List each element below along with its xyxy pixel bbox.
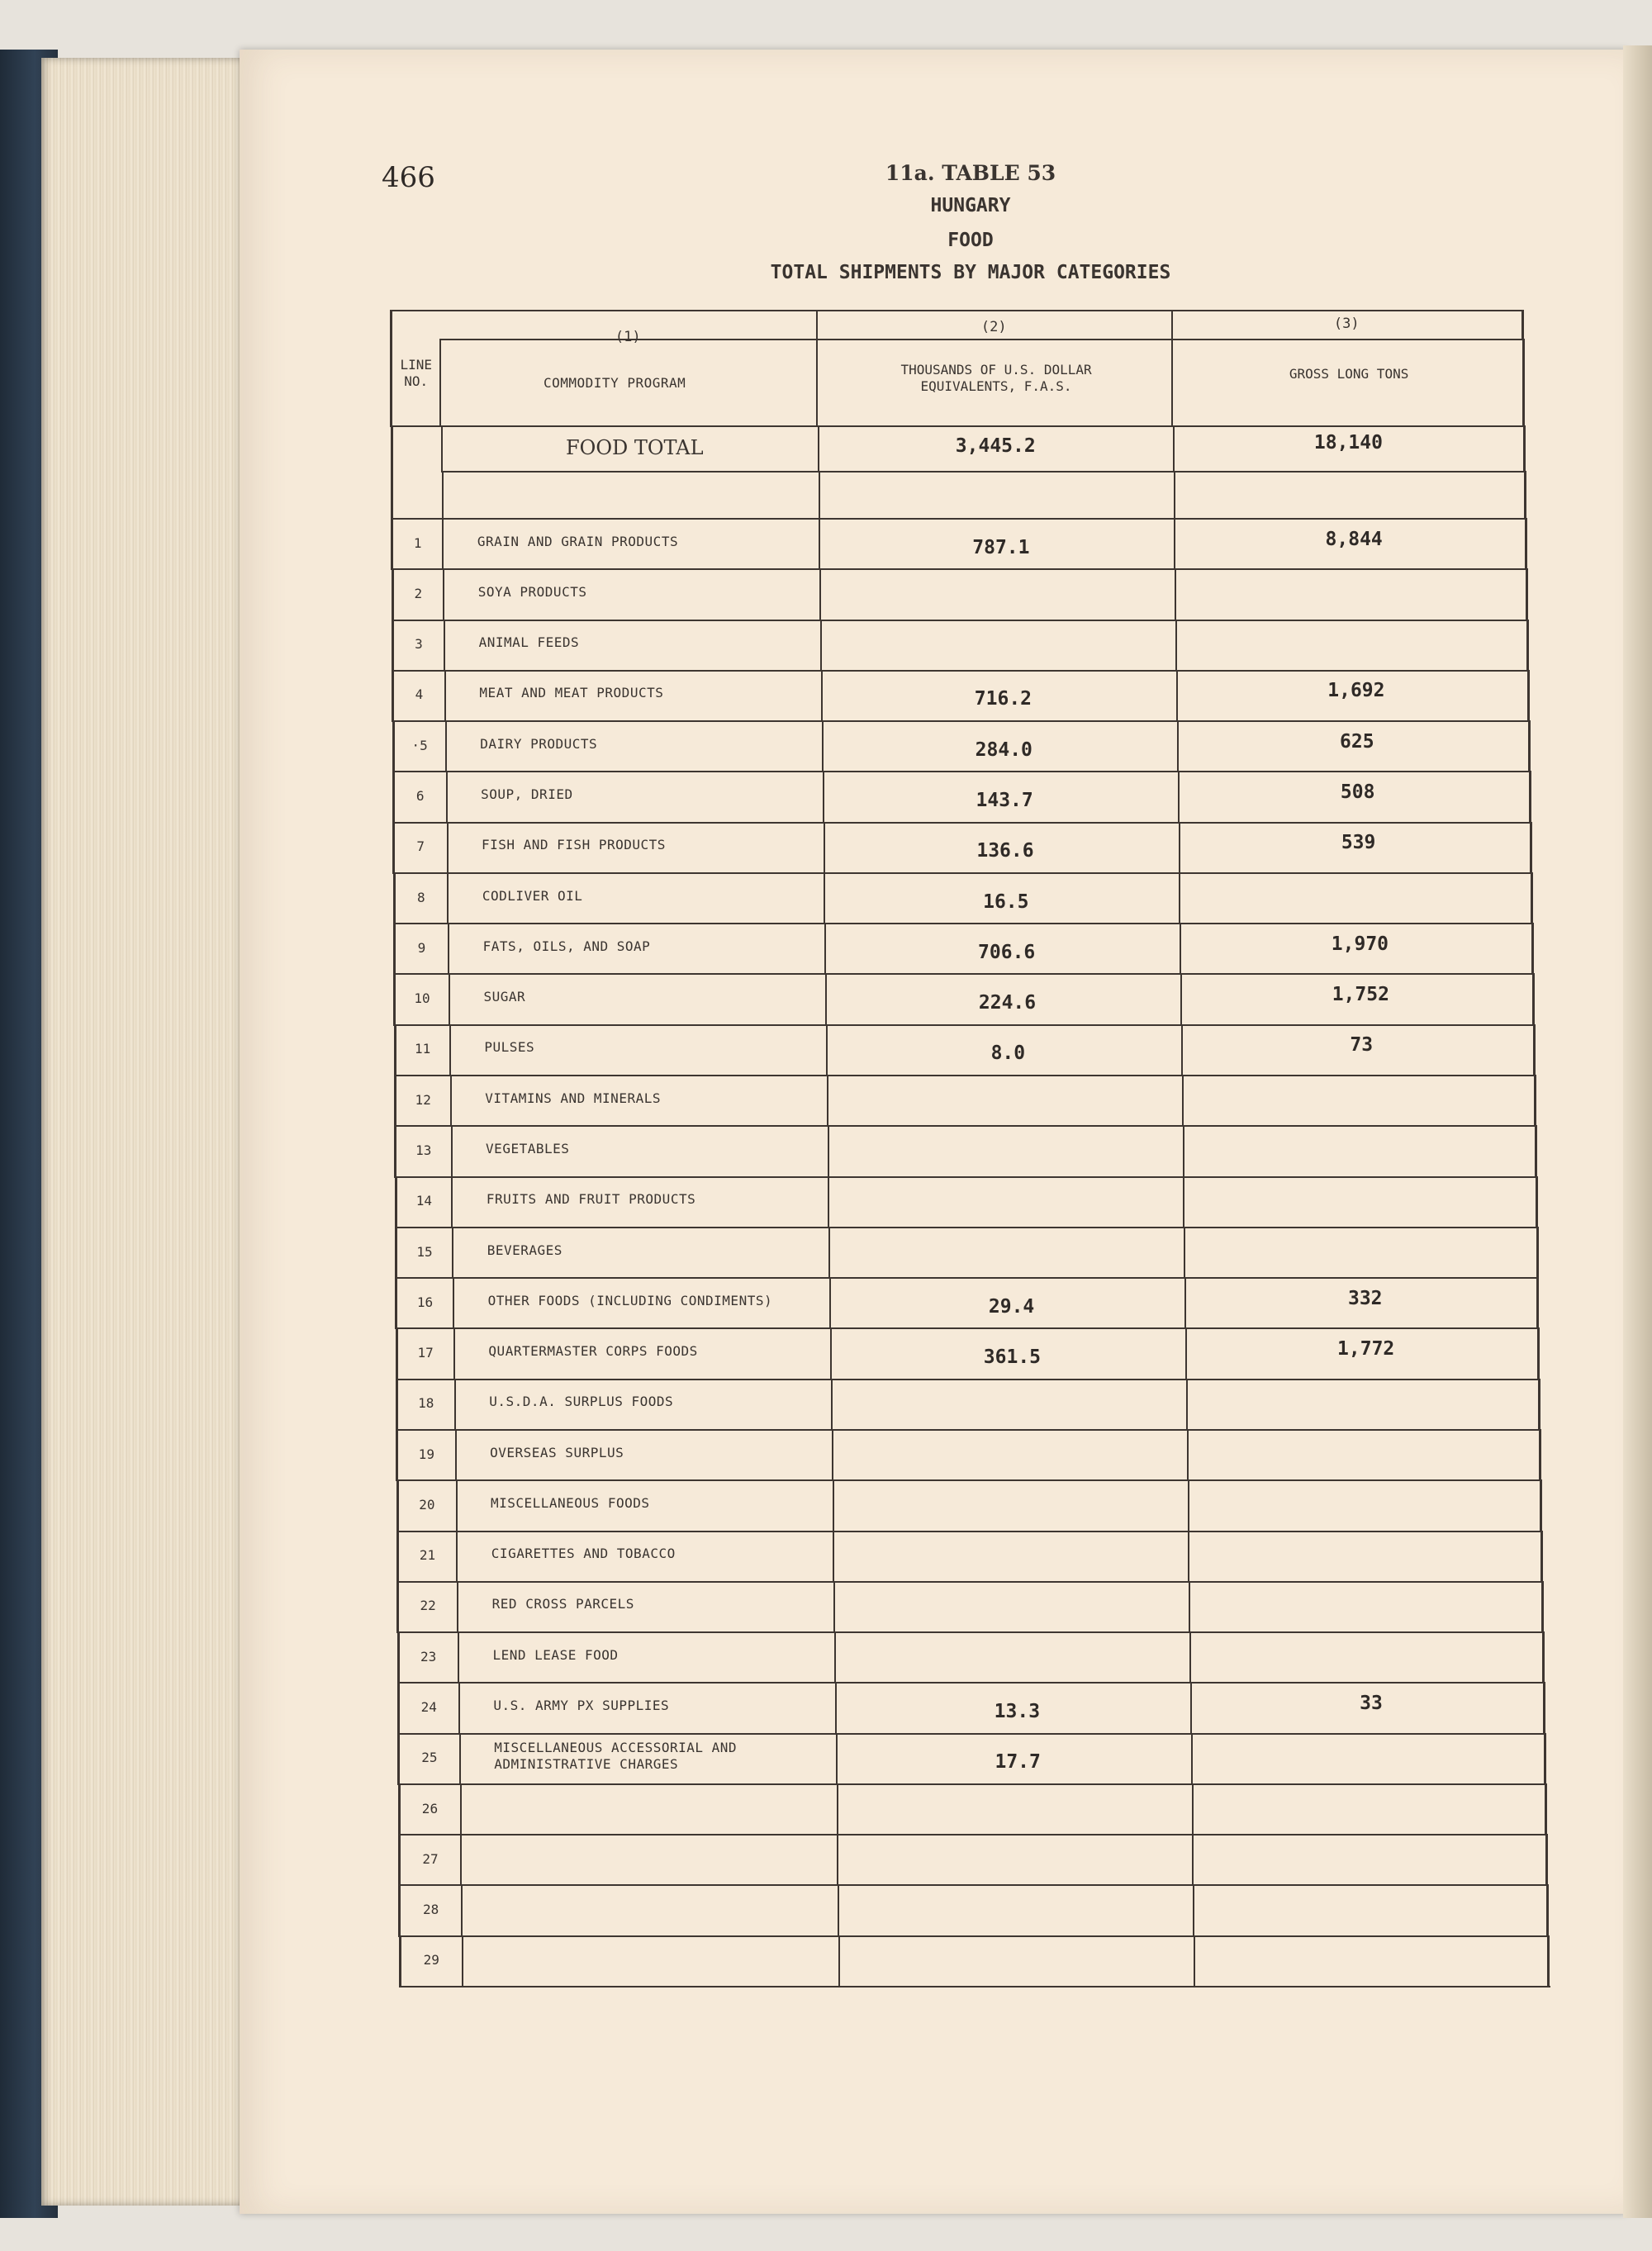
line-number: 27 (422, 1850, 439, 1867)
table-column-rule (1178, 771, 1180, 823)
table-column-rule (390, 339, 392, 427)
table-column-rule (1173, 425, 1175, 473)
dollar-value: 787.1 (972, 536, 1030, 558)
table-column-rule (1529, 771, 1531, 823)
column-number-rule (439, 339, 1524, 340)
table-column-rule (391, 425, 393, 473)
table-row-rule (396, 1531, 1543, 1532)
commodity-name: VEGETABLES (486, 1140, 570, 1156)
table-column-rule (1189, 1631, 1191, 1684)
table-column-rule (441, 425, 443, 473)
table-column-rule (395, 1176, 397, 1228)
line-number: 19 (418, 1446, 434, 1462)
commodity-name: U.S.D.A. SURPLUS FOODS (489, 1394, 674, 1410)
table-row-rule (396, 1479, 1543, 1481)
table-column-rule (1185, 1327, 1187, 1380)
line-number: 25 (421, 1750, 438, 1766)
table-column-rule (1536, 1227, 1539, 1279)
table-row-rule (399, 1986, 1550, 1987)
table-column-rule (1526, 568, 1528, 620)
table-row-rule (393, 872, 1533, 874)
table-column-rule (395, 1227, 397, 1279)
table-column-rule (1538, 1379, 1540, 1431)
commodity-name: MISCELLANEOUS FOODS (490, 1494, 650, 1511)
table-column-rule (824, 872, 825, 924)
table-column-rule (1535, 1125, 1537, 1177)
table-column-rule (1174, 518, 1175, 570)
table-column-rule (1175, 620, 1177, 672)
table-column-rule (1530, 822, 1532, 874)
table-row-rule (393, 923, 1534, 924)
line-number: 12 (415, 1091, 431, 1108)
table-column-rule (1524, 471, 1526, 520)
table-column-rule (1546, 1884, 1549, 1936)
table-column-rule (1533, 1024, 1536, 1076)
commodity-name: OVERSEAS SURPLUS (490, 1444, 624, 1460)
line-number: 9 (417, 939, 426, 956)
country-heading: HUNGARY (930, 195, 1011, 216)
line-number: 14 (415, 1193, 432, 1209)
table-column-rule (444, 670, 446, 722)
table-column-rule (450, 1075, 452, 1127)
table-column-rule (816, 310, 818, 340)
table-column-rule (821, 670, 823, 722)
line-number: 23 (420, 1648, 437, 1665)
tonnage-value: 73 (1350, 1034, 1374, 1057)
table-column-rule (834, 1631, 836, 1684)
table-row-rule (392, 620, 1529, 621)
table-row-rule (396, 1581, 1544, 1583)
table-row-rule (392, 670, 1530, 672)
table-column-rule (820, 620, 822, 672)
total-row-rule (442, 471, 1526, 473)
tons-header: GROSS LONG TONS (1289, 366, 1409, 382)
table-column-rule (1174, 471, 1175, 520)
table-column-rule (393, 923, 396, 975)
table-column-rule (1527, 670, 1530, 722)
commodity-name: CIGARETTES AND TOBACCO (491, 1546, 676, 1562)
table-column-rule (396, 1429, 398, 1481)
food-total-tons: 18,140 (1313, 432, 1383, 454)
line-number: ·5 (411, 737, 428, 753)
tonnage-value: 1,692 (1327, 680, 1385, 702)
table-column-rule (836, 1733, 838, 1785)
line-number: 16 (416, 1294, 434, 1310)
line-number: 15 (416, 1243, 433, 1260)
table-column-rule (1176, 670, 1178, 722)
table-column-rule (460, 1834, 462, 1886)
table-column-rule (831, 1379, 833, 1431)
table-column-rule (825, 973, 827, 1025)
table-column-rule (832, 1429, 833, 1481)
commodity-name: MISCELLANEOUS ACCESSORIAL AND ADMINISTRATIVE CHARGES (494, 1740, 738, 1773)
line-no-header: LINE NO. (400, 357, 432, 389)
table-row-rule (392, 720, 1531, 722)
blank-row-rule (391, 518, 1527, 520)
table-column-rule (1528, 720, 1531, 772)
commodity-name: ANIMAL FEEDS (478, 634, 580, 651)
table-column-rule (1171, 339, 1173, 427)
tonnage-value: 1,752 (1332, 984, 1389, 1006)
line-number: 2 (414, 585, 423, 601)
table-column-rule (1187, 1429, 1189, 1481)
commodity-name: CODLIVER OIL (482, 887, 583, 904)
table-column-rule (390, 310, 392, 340)
table-row-rule (397, 1733, 1546, 1735)
table-column-rule (449, 1024, 451, 1076)
commodity-name: DAIRY PRODUCTS (480, 735, 598, 752)
dollar-value: 17.7 (995, 1751, 1041, 1774)
table-column-rule (1171, 310, 1173, 340)
line-number: 29 (423, 1952, 439, 1968)
table-column-rule (828, 1176, 829, 1228)
table-column-rule (1534, 1075, 1536, 1127)
table-column-rule (456, 1479, 458, 1532)
table-column-rule (448, 923, 449, 975)
line-number: 4 (415, 686, 424, 703)
table-row-rule (392, 822, 1531, 824)
table-column-rule (1188, 1479, 1189, 1532)
table-column-rule (823, 771, 824, 823)
dollar-value: 143.7 (976, 790, 1033, 812)
table-column-rule (837, 1834, 838, 1886)
table-column-rule (392, 620, 394, 672)
table-column-rule (838, 1884, 839, 1936)
table-row-rule (394, 1125, 1536, 1127)
commodity-name: LEND LEASE FOOD (492, 1646, 619, 1663)
table-row-rule (399, 1935, 1550, 1937)
table-column-rule (819, 518, 820, 570)
commodity-name: OTHER FOODS (INCLUDING CONDIMENTS) (487, 1292, 773, 1308)
table-column-rule (393, 973, 396, 1025)
line-number: 22 (420, 1598, 436, 1614)
tonnage-value: 1,970 (1331, 933, 1389, 955)
table-column-rule (454, 1379, 456, 1431)
table-column-rule (830, 1327, 832, 1380)
table-column-rule (1521, 310, 1524, 340)
table-column-rule (1194, 1935, 1195, 1987)
table-column-rule (824, 822, 825, 874)
table-column-rule (1184, 1277, 1186, 1329)
table-column-rule (1179, 822, 1180, 874)
table-column-rule (824, 923, 826, 975)
table-column-rule (445, 720, 447, 772)
commodity-name: PULSES (484, 1039, 535, 1056)
table-row-rule (396, 1327, 1540, 1329)
table-column-rule (826, 1024, 828, 1076)
table-column-rule (392, 720, 395, 772)
table-column-rule (816, 339, 818, 427)
table-column-rule (391, 471, 393, 520)
table-column-rule (398, 1884, 401, 1936)
line-number: 7 (416, 838, 425, 855)
table-column-rule (1192, 1783, 1194, 1835)
table-column-rule (453, 1277, 454, 1329)
table-column-rule (1189, 1581, 1190, 1633)
table-column-rule (833, 1479, 834, 1532)
table-row-rule (394, 1075, 1536, 1076)
table-column-rule (1545, 1834, 1548, 1886)
table-column-rule (1539, 1429, 1541, 1481)
table-row-rule (397, 1682, 1545, 1684)
table-row-rule (396, 1379, 1540, 1380)
table-column-rule (395, 1277, 397, 1329)
table-row-rule (398, 1884, 1549, 1886)
table-row-rule (392, 568, 1528, 570)
table-subtitle: TOTAL SHIPMENTS BY MAJOR CATEGORIES (770, 262, 1171, 283)
commodity-name: U.S. ARMY PX SUPPLIES (493, 1697, 670, 1713)
table-column-rule (1180, 973, 1182, 1025)
column-1-number: (1) (615, 329, 641, 345)
table-column-rule (1536, 1277, 1539, 1329)
table-column-rule (1191, 1733, 1193, 1785)
tonnage-value: 625 (1340, 730, 1374, 753)
line-number: 21 (419, 1547, 436, 1564)
table-column-rule (447, 822, 449, 874)
table-column-rule (392, 568, 394, 620)
commodity-name: SUGAR (483, 989, 526, 1005)
table-column-rule (449, 973, 450, 1025)
table-column-rule (1184, 1227, 1185, 1279)
table-column-rule (394, 1024, 396, 1076)
table-top-rule (390, 310, 1524, 311)
table-column-rule (391, 518, 393, 570)
table-column-rule (396, 1581, 399, 1633)
table-column-rule (1186, 1379, 1188, 1431)
table-column-rule (398, 1834, 401, 1886)
commodity-name: QUARTERMASTER CORPS FOODS (488, 1343, 698, 1360)
table-column-rule (819, 568, 821, 620)
table-column-rule (833, 1531, 834, 1583)
table-column-rule (1180, 923, 1181, 975)
table-column-rule (451, 1125, 453, 1177)
table-column-rule (1525, 518, 1527, 570)
commodity-name: MEAT AND MEAT PRODUCTS (479, 685, 664, 701)
table-column-rule (397, 1631, 400, 1684)
table-column-rule (460, 1783, 462, 1835)
table-row-rule (398, 1834, 1548, 1835)
table-column-rule (458, 1682, 460, 1734)
table-column-rule (392, 771, 395, 823)
commodity-name: GRAIN AND GRAIN PRODUCTS (477, 533, 679, 549)
table-column-rule (397, 1682, 400, 1734)
dollar-value: 284.0 (975, 738, 1032, 761)
dollar-value: 29.4 (988, 1295, 1035, 1318)
dollar-header: THOUSANDS OF U.S. DOLLAR EQUIVALENTS, F.A.S. (900, 362, 1092, 394)
table-column-rule (1181, 1024, 1183, 1076)
table-column-rule (1183, 1176, 1184, 1228)
table-column-rule (1542, 1631, 1545, 1684)
table-column-rule (1531, 923, 1534, 975)
table-row-rule (394, 1024, 1536, 1026)
dollar-value: 136.6 (976, 840, 1034, 862)
table-column-rule (439, 339, 441, 427)
table-row-rule (395, 1277, 1539, 1279)
dollar-value: 361.5 (983, 1346, 1042, 1369)
table-column-rule (1190, 1682, 1192, 1734)
commodity-name: FISH AND FISH PRODUCTS (481, 837, 666, 853)
table-column-rule (396, 1379, 398, 1431)
table-column-rule (455, 1429, 457, 1481)
table-number: 11a. TABLE 53 (885, 161, 1056, 185)
line-number: 1 (413, 534, 422, 551)
table-column-rule (396, 1479, 399, 1532)
dollar-value: 8.0 (990, 1042, 1026, 1065)
table-column-rule (444, 620, 445, 672)
table-column-rule (1175, 568, 1176, 620)
table-column-rule (1523, 425, 1526, 473)
table-column-rule (1540, 1479, 1542, 1532)
table-column-rule (827, 1075, 828, 1127)
commodity-name: BEVERAGES (487, 1242, 563, 1258)
table-column-rule (1537, 1327, 1540, 1380)
commodity-name: SOUP, DRIED (481, 786, 573, 803)
table-column-rule (461, 1884, 463, 1936)
table-column-rule (819, 471, 820, 520)
tonnage-value: 332 (1347, 1287, 1383, 1309)
table-column-rule (396, 1327, 398, 1380)
table-column-rule (1182, 1075, 1184, 1127)
table-column-rule (456, 1531, 458, 1583)
table-column-rule (829, 1277, 831, 1329)
table-row-rule (392, 771, 1531, 772)
line-number: 11 (414, 1041, 431, 1057)
line-number: 13 (415, 1142, 432, 1158)
table-row-rule (397, 1631, 1545, 1633)
food-total-label: FOOD TOTAL (566, 436, 704, 459)
line-number: 3 (415, 636, 423, 653)
line-number: 10 (414, 990, 430, 1007)
tonnage-value: 8,844 (1325, 528, 1383, 550)
tonnage-value: 33 (1360, 1692, 1383, 1714)
table-column-rule (447, 872, 449, 924)
table-column-rule (442, 518, 444, 570)
table-column-rule (1532, 973, 1535, 1025)
commodity-header: COMMODITY PROGRAM (544, 375, 686, 391)
table-column-rule (394, 1125, 396, 1177)
table-column-rule (1188, 1531, 1189, 1583)
table-column-rule (462, 1935, 463, 1987)
table-column-rule (458, 1631, 459, 1684)
commodity-name: SOYA PRODUCTS (477, 583, 587, 600)
tonnage-value: 539 (1341, 832, 1376, 854)
table-column-rule (1193, 1884, 1194, 1936)
column-2-number: (2) (980, 319, 1007, 335)
line-number: 18 (418, 1395, 434, 1412)
commodity-name: RED CROSS PARCELS (491, 1596, 634, 1612)
table-column-rule (1531, 872, 1533, 924)
table-column-rule (394, 1075, 396, 1127)
table-column-rule (1177, 720, 1179, 772)
table-column-rule (828, 1125, 829, 1177)
header-bottom-rule (391, 425, 1526, 427)
table-row-rule (395, 1227, 1538, 1228)
table-column-rule (452, 1227, 453, 1279)
food-total-dollars: 3,445.2 (955, 435, 1036, 457)
table-row-rule (393, 973, 1534, 975)
table-row-rule (395, 1176, 1538, 1178)
table-column-rule (1540, 1531, 1543, 1583)
tonnage-value: 1,772 (1337, 1338, 1395, 1361)
table-column-rule (396, 1531, 399, 1583)
table-column-rule (1543, 1682, 1545, 1734)
table-column-rule (453, 1327, 455, 1380)
table-column-rule (398, 1783, 401, 1835)
dollar-value: 224.6 (978, 992, 1037, 1014)
table-column-rule (1526, 620, 1529, 672)
commodity-name: VITAMINS AND MINERALS (485, 1090, 661, 1106)
table-column-rule (1536, 1176, 1538, 1228)
table-column-rule (399, 1935, 401, 1987)
table-column-rule (818, 425, 819, 473)
page-number: 466 (382, 161, 435, 194)
table-column-rule (1179, 872, 1180, 924)
table-column-rule (833, 1581, 835, 1633)
line-number: 20 (419, 1496, 435, 1513)
table-column-rule (1541, 1581, 1544, 1633)
table-row-rule (398, 1783, 1547, 1785)
tonnage-value: 508 (1340, 781, 1375, 804)
table-row-rule (396, 1429, 1541, 1431)
table-column-rule (442, 471, 444, 520)
table-column-rule (459, 1733, 461, 1785)
line-number: 6 (415, 788, 425, 805)
table-column-rule (1192, 1834, 1194, 1886)
table-column-rule (457, 1581, 458, 1633)
table-column-rule (397, 1733, 400, 1785)
commodity-name: FATS, OILS, AND SOAP (482, 938, 651, 954)
line-number: 8 (417, 889, 425, 905)
table-column-rule (392, 822, 395, 874)
table-column-rule (446, 771, 448, 823)
table-column-rule (443, 568, 444, 620)
dollar-value: 716.2 (974, 688, 1032, 710)
table-column-rule (838, 1935, 840, 1987)
table-column-rule (393, 872, 396, 924)
column-3-number: (3) (1333, 316, 1360, 332)
table-column-rule (1544, 1733, 1546, 1785)
line-number: 17 (417, 1345, 434, 1361)
table-column-rule (822, 720, 824, 772)
dollar-value: 16.5 (983, 890, 1029, 913)
table-column-rule (451, 1176, 453, 1228)
dollar-value: 706.6 (978, 941, 1036, 963)
line-number: 24 (420, 1698, 437, 1715)
dollar-value: 13.3 (994, 1700, 1041, 1722)
table-column-rule (392, 670, 394, 722)
commodity-name: FRUITS AND FRUIT PRODUCTS (486, 1191, 696, 1208)
table-column-rule (828, 1227, 830, 1279)
table-column-rule (1547, 1935, 1550, 1987)
line-number: 28 (422, 1902, 439, 1918)
line-number: 26 (421, 1800, 439, 1816)
table-column-rule (1183, 1125, 1184, 1177)
table-column-rule (837, 1783, 838, 1835)
table-column-rule (1522, 339, 1525, 427)
table-column-rule (835, 1682, 837, 1734)
category-heading: FOOD (947, 230, 994, 251)
table-column-rule (1545, 1783, 1547, 1835)
